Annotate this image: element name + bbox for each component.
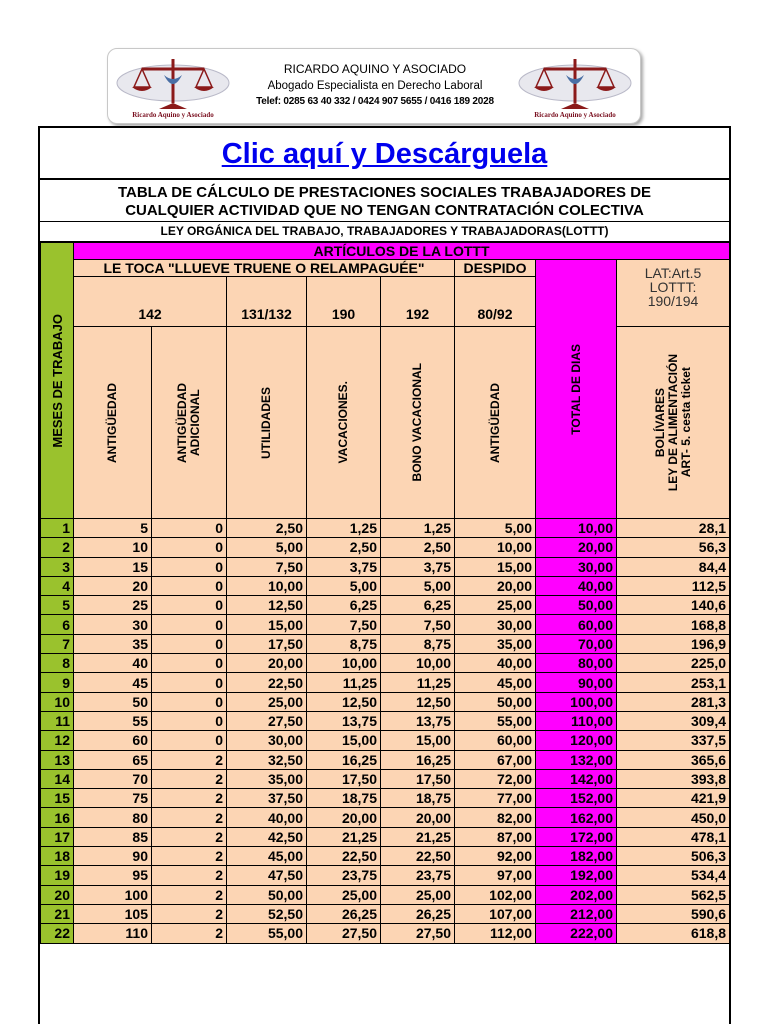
cell-vacaciones: 16,25	[307, 750, 381, 769]
table-title	[40, 180, 729, 222]
cell-total-dias: 70,00	[536, 634, 617, 653]
cell-month: 22	[41, 924, 74, 943]
articles-header: ARTÍCULOS DE LA LOTTT	[74, 243, 730, 260]
letterhead	[107, 48, 641, 124]
cell-utilidades: 2,50	[227, 519, 307, 538]
cell-bono-vacacional: 2,50	[381, 538, 455, 557]
cell-antiguedad: 30	[74, 615, 152, 634]
table-row	[41, 673, 730, 692]
table-row	[41, 808, 730, 827]
cell-bono-vacacional: 13,75	[381, 711, 455, 730]
col-antiguedad-adicional: ANTIGÜEDAD ADICIONAL	[152, 327, 227, 519]
table-row	[41, 750, 730, 769]
months-header: MESES DE TRABAJO	[41, 243, 74, 519]
cell-month: 19	[41, 866, 74, 885]
cell-antiguedad-adicional: 0	[152, 634, 227, 653]
cell-total-dias: 152,00	[536, 789, 617, 808]
download-link[interactable]: Clic aquí y Descárguela	[40, 128, 729, 180]
cell-month: 9	[41, 673, 74, 692]
cell-bolivares: 196,9	[617, 634, 730, 653]
cell-bolivares: 309,4	[617, 711, 730, 730]
cell-antiguedad: 5	[74, 519, 152, 538]
cell-antiguedad: 110	[74, 924, 152, 943]
cell-antiguedad: 105	[74, 904, 152, 923]
table-row	[41, 576, 730, 595]
cell-vacaciones: 2,50	[307, 538, 381, 557]
cell-month: 21	[41, 904, 74, 923]
cell-antiguedad-despido: 107,00	[455, 904, 536, 923]
cell-total-dias: 40,00	[536, 576, 617, 595]
cell-antiguedad: 95	[74, 866, 152, 885]
cell-utilidades: 37,50	[227, 789, 307, 808]
cell-antiguedad-despido: 97,00	[455, 866, 536, 885]
cell-bolivares: 140,6	[617, 596, 730, 615]
cell-antiguedad-despido: 92,00	[455, 847, 536, 866]
art-131: 131/132	[227, 277, 307, 327]
table-row	[41, 866, 730, 885]
table-row	[41, 596, 730, 615]
cell-bolivares: 225,0	[617, 654, 730, 673]
cell-antiguedad-adicional: 0	[152, 654, 227, 673]
cell-antiguedad-adicional: 0	[152, 673, 227, 692]
table-row	[41, 519, 730, 538]
cell-bono-vacacional: 27,50	[381, 924, 455, 943]
cell-antiguedad-despido: 30,00	[455, 615, 536, 634]
cell-bono-vacacional: 10,00	[381, 654, 455, 673]
table-row	[41, 711, 730, 730]
cell-bono-vacacional: 17,50	[381, 769, 455, 788]
cell-antiguedad-adicional: 2	[152, 904, 227, 923]
cell-bolivares: 393,8	[617, 769, 730, 788]
group-despido: DESPIDO	[455, 260, 536, 277]
cell-antiguedad: 75	[74, 789, 152, 808]
cell-total-dias: 90,00	[536, 673, 617, 692]
cell-month: 11	[41, 711, 74, 730]
cell-bono-vacacional: 20,00	[381, 808, 455, 827]
cell-antiguedad-despido: 82,00	[455, 808, 536, 827]
cell-bolivares: 478,1	[617, 827, 730, 846]
cell-antiguedad: 80	[74, 808, 152, 827]
cell-bolivares: 534,4	[617, 866, 730, 885]
cell-antiguedad-adicional: 2	[152, 866, 227, 885]
law-name: LEY ORGÁNICA DEL TRABAJO, TRABAJADORES Y TRABAJADORAS(LOTTT)	[40, 222, 729, 242]
cell-bono-vacacional: 23,75	[381, 866, 455, 885]
art-lat-line-2: LOTTT:	[649, 279, 697, 295]
cell-antiguedad-adicional: 2	[152, 808, 227, 827]
benefits-table	[40, 242, 730, 944]
firm-phones: Telef: 0285 63 40 332 / 0424 907 5655 / 0416 189 2028	[256, 96, 494, 107]
group-le-toca: LE TOCA "LLUEVE TRUENE O RELAMPAGUÉE"	[74, 260, 455, 277]
cell-vacaciones: 11,25	[307, 673, 381, 692]
cell-vacaciones: 5,00	[307, 576, 381, 595]
cell-vacaciones: 18,75	[307, 789, 381, 808]
col-vacaciones: VACACIONES.	[307, 327, 381, 519]
scales-of-justice-logo	[114, 53, 232, 119]
cell-antiguedad-despido: 102,00	[455, 885, 536, 904]
art-190: 190	[307, 277, 381, 327]
col-antiguedad: ANTIGÜEDAD	[74, 327, 152, 519]
art-lat-header	[617, 260, 730, 327]
cell-vacaciones: 8,75	[307, 634, 381, 653]
cell-bono-vacacional: 26,25	[381, 904, 455, 923]
cell-vacaciones: 15,00	[307, 731, 381, 750]
cell-vacaciones: 25,00	[307, 885, 381, 904]
cell-month: 4	[41, 576, 74, 595]
art-192: 192	[381, 277, 455, 327]
table-row	[41, 885, 730, 904]
table-row	[41, 634, 730, 653]
cell-month: 14	[41, 769, 74, 788]
cell-antiguedad: 45	[74, 673, 152, 692]
art-80: 80/92	[455, 277, 536, 327]
cell-antiguedad: 70	[74, 769, 152, 788]
cell-utilidades: 52,50	[227, 904, 307, 923]
cell-bolivares: 112,5	[617, 576, 730, 595]
cell-bolivares: 84,4	[617, 557, 730, 576]
cell-antiguedad-despido: 5,00	[455, 519, 536, 538]
table-title-line-2: CUALQUIER ACTIVIDAD QUE NO TENGAN CONTRATACIÓN COLECTIVA	[125, 202, 644, 219]
cell-antiguedad-despido: 20,00	[455, 576, 536, 595]
cell-month: 7	[41, 634, 74, 653]
cell-vacaciones: 6,25	[307, 596, 381, 615]
cell-total-dias: 222,00	[536, 924, 617, 943]
cell-total-dias: 192,00	[536, 866, 617, 885]
table-row	[41, 538, 730, 557]
cell-bolivares: 28,1	[617, 519, 730, 538]
cell-vacaciones: 1,25	[307, 519, 381, 538]
table-row	[41, 769, 730, 788]
cell-vacaciones: 13,75	[307, 711, 381, 730]
cell-antiguedad-despido: 72,00	[455, 769, 536, 788]
cell-bono-vacacional: 12,50	[381, 692, 455, 711]
cell-total-dias: 80,00	[536, 654, 617, 673]
cell-antiguedad-adicional: 0	[152, 557, 227, 576]
table-row	[41, 847, 730, 866]
cell-total-dias: 60,00	[536, 615, 617, 634]
cell-bolivares: 450,0	[617, 808, 730, 827]
cell-month: 5	[41, 596, 74, 615]
cell-vacaciones: 3,75	[307, 557, 381, 576]
table-row	[41, 654, 730, 673]
cell-antiguedad-adicional: 0	[152, 711, 227, 730]
cell-antiguedad-despido: 112,00	[455, 924, 536, 943]
table-row	[41, 557, 730, 576]
cell-antiguedad: 60	[74, 731, 152, 750]
cell-utilidades: 40,00	[227, 808, 307, 827]
cell-bono-vacacional: 7,50	[381, 615, 455, 634]
scales-of-justice-logo	[516, 53, 634, 119]
cell-antiguedad: 40	[74, 654, 152, 673]
cell-utilidades: 30,00	[227, 731, 307, 750]
cell-total-dias: 172,00	[536, 827, 617, 846]
cell-total-dias: 182,00	[536, 847, 617, 866]
cell-antiguedad-adicional: 0	[152, 519, 227, 538]
cell-antiguedad-adicional: 2	[152, 750, 227, 769]
cell-antiguedad: 65	[74, 750, 152, 769]
cell-antiguedad-despido: 35,00	[455, 634, 536, 653]
cell-utilidades: 7,50	[227, 557, 307, 576]
table-row	[41, 731, 730, 750]
cell-utilidades: 25,00	[227, 692, 307, 711]
table-title-line-1: TABLA DE CÁLCULO DE PRESTACIONES SOCIALES TRABAJADORES DE	[117, 184, 652, 201]
cell-utilidades: 5,00	[227, 538, 307, 557]
cell-bolivares: 337,5	[617, 731, 730, 750]
cell-utilidades: 47,50	[227, 866, 307, 885]
cell-vacaciones: 22,50	[307, 847, 381, 866]
col-bono-vacacional: BONO VACACIONAL	[381, 327, 455, 519]
table-row	[41, 827, 730, 846]
cell-antiguedad-adicional: 0	[152, 692, 227, 711]
cell-utilidades: 15,00	[227, 615, 307, 634]
cell-total-dias: 132,00	[536, 750, 617, 769]
cell-month: 20	[41, 885, 74, 904]
cell-antiguedad-despido: 25,00	[455, 596, 536, 615]
col-antiguedad-despido: ANTIGÜEDAD	[455, 327, 536, 519]
cell-bono-vacacional: 6,25	[381, 596, 455, 615]
cell-antiguedad-adicional: 0	[152, 731, 227, 750]
cell-bono-vacacional: 22,50	[381, 847, 455, 866]
cell-bono-vacacional: 3,75	[381, 557, 455, 576]
cell-bono-vacacional: 21,25	[381, 827, 455, 846]
cell-bono-vacacional: 25,00	[381, 885, 455, 904]
cell-antiguedad-adicional: 0	[152, 576, 227, 595]
cell-utilidades: 17,50	[227, 634, 307, 653]
cell-antiguedad: 100	[74, 885, 152, 904]
cell-antiguedad-despido: 10,00	[455, 538, 536, 557]
cell-antiguedad-adicional: 2	[152, 847, 227, 866]
cell-antiguedad: 25	[74, 596, 152, 615]
cell-bono-vacacional: 11,25	[381, 673, 455, 692]
cell-bono-vacacional: 16,25	[381, 750, 455, 769]
table-row	[41, 789, 730, 808]
cell-utilidades: 45,00	[227, 847, 307, 866]
cell-antiguedad: 20	[74, 576, 152, 595]
cell-bolivares: 421,9	[617, 789, 730, 808]
cell-utilidades: 10,00	[227, 576, 307, 595]
cell-antiguedad: 10	[74, 538, 152, 557]
cell-utilidades: 20,00	[227, 654, 307, 673]
cell-bono-vacacional: 15,00	[381, 731, 455, 750]
cell-total-dias: 100,00	[536, 692, 617, 711]
cell-total-dias: 120,00	[536, 731, 617, 750]
table-row	[41, 692, 730, 711]
cell-total-dias: 20,00	[536, 538, 617, 557]
cell-total-dias: 50,00	[536, 596, 617, 615]
firm-subtitle: Abogado Especialista en Derecho Laboral	[267, 80, 483, 92]
cell-total-dias: 10,00	[536, 519, 617, 538]
cell-utilidades: 42,50	[227, 827, 307, 846]
cell-vacaciones: 26,25	[307, 904, 381, 923]
cell-bolivares: 365,6	[617, 750, 730, 769]
cell-antiguedad: 55	[74, 711, 152, 730]
cell-bono-vacacional: 5,00	[381, 576, 455, 595]
col-total-dias: TOTAL DE DIAS	[536, 260, 617, 519]
cell-utilidades: 12,50	[227, 596, 307, 615]
cell-vacaciones: 7,50	[307, 615, 381, 634]
cell-antiguedad-adicional: 2	[152, 827, 227, 846]
cell-bolivares: 506,3	[617, 847, 730, 866]
cell-vacaciones: 12,50	[307, 692, 381, 711]
cell-antiguedad-adicional: 2	[152, 769, 227, 788]
cell-antiguedad-despido: 50,00	[455, 692, 536, 711]
cell-bono-vacacional: 18,75	[381, 789, 455, 808]
cell-utilidades: 27,50	[227, 711, 307, 730]
cell-vacaciones: 23,75	[307, 866, 381, 885]
cell-antiguedad: 15	[74, 557, 152, 576]
cell-month: 1	[41, 519, 74, 538]
logo-caption: Ricardo Aquino y Asociado	[132, 111, 214, 119]
cell-antiguedad-adicional: 0	[152, 615, 227, 634]
cell-bolivares: 168,8	[617, 615, 730, 634]
art-142: 142	[74, 277, 227, 327]
cell-month: 12	[41, 731, 74, 750]
cell-vacaciones: 10,00	[307, 654, 381, 673]
cell-total-dias: 110,00	[536, 711, 617, 730]
cell-utilidades: 55,00	[227, 924, 307, 943]
cell-utilidades: 50,00	[227, 885, 307, 904]
cell-antiguedad-adicional: 2	[152, 924, 227, 943]
cell-month: 10	[41, 692, 74, 711]
col-bolivares: BOLÍVARES LEY DE ALIMENTACIÓN ART- 5. cesta ticket	[617, 327, 730, 519]
cell-antiguedad-adicional: 0	[152, 538, 227, 557]
table-row	[41, 615, 730, 634]
cell-month: 16	[41, 808, 74, 827]
col-utilidades: UTILIDADES	[227, 327, 307, 519]
cell-vacaciones: 21,25	[307, 827, 381, 846]
cell-antiguedad: 35	[74, 634, 152, 653]
art-lat-line-3: 190/194	[647, 293, 699, 309]
firm-name: RICARDO AQUINO Y ASOCIADO	[283, 62, 467, 76]
cell-antiguedad-adicional: 2	[152, 789, 227, 808]
cell-antiguedad-despido: 60,00	[455, 731, 536, 750]
cell-total-dias: 212,00	[536, 904, 617, 923]
cell-total-dias: 142,00	[536, 769, 617, 788]
firm-info	[238, 61, 512, 109]
cell-bolivares: 56,3	[617, 538, 730, 557]
cell-utilidades: 22,50	[227, 673, 307, 692]
cell-month: 2	[41, 538, 74, 557]
cell-bolivares: 590,6	[617, 904, 730, 923]
art-lat-line-1: LAT:Art.5	[644, 265, 702, 281]
cell-total-dias: 162,00	[536, 808, 617, 827]
cell-vacaciones: 27,50	[307, 924, 381, 943]
logo-caption: Ricardo Aquino y Asociado	[534, 111, 616, 119]
cell-month: 3	[41, 557, 74, 576]
cell-antiguedad-despido: 77,00	[455, 789, 536, 808]
cell-antiguedad-adicional: 0	[152, 596, 227, 615]
cell-total-dias: 30,00	[536, 557, 617, 576]
calculation-sheet	[38, 126, 731, 1024]
cell-antiguedad-adicional: 2	[152, 885, 227, 904]
cell-month: 17	[41, 827, 74, 846]
cell-antiguedad: 50	[74, 692, 152, 711]
cell-bono-vacacional: 1,25	[381, 519, 455, 538]
cell-antiguedad-despido: 45,00	[455, 673, 536, 692]
cell-utilidades: 35,00	[227, 769, 307, 788]
table-row	[41, 904, 730, 923]
cell-antiguedad-despido: 15,00	[455, 557, 536, 576]
cell-total-dias: 202,00	[536, 885, 617, 904]
cell-month: 18	[41, 847, 74, 866]
cell-antiguedad: 85	[74, 827, 152, 846]
cell-bolivares: 281,3	[617, 692, 730, 711]
cell-vacaciones: 17,50	[307, 769, 381, 788]
cell-month: 6	[41, 615, 74, 634]
cell-bolivares: 562,5	[617, 885, 730, 904]
cell-bolivares: 618,8	[617, 924, 730, 943]
cell-bolivares: 253,1	[617, 673, 730, 692]
cell-antiguedad-despido: 87,00	[455, 827, 536, 846]
cell-vacaciones: 20,00	[307, 808, 381, 827]
cell-antiguedad-despido: 40,00	[455, 654, 536, 673]
cell-bono-vacacional: 8,75	[381, 634, 455, 653]
cell-utilidades: 32,50	[227, 750, 307, 769]
cell-month: 15	[41, 789, 74, 808]
cell-antiguedad: 90	[74, 847, 152, 866]
cell-antiguedad-despido: 55,00	[455, 711, 536, 730]
cell-month: 8	[41, 654, 74, 673]
cell-antiguedad-despido: 67,00	[455, 750, 536, 769]
cell-month: 13	[41, 750, 74, 769]
table-row	[41, 924, 730, 943]
